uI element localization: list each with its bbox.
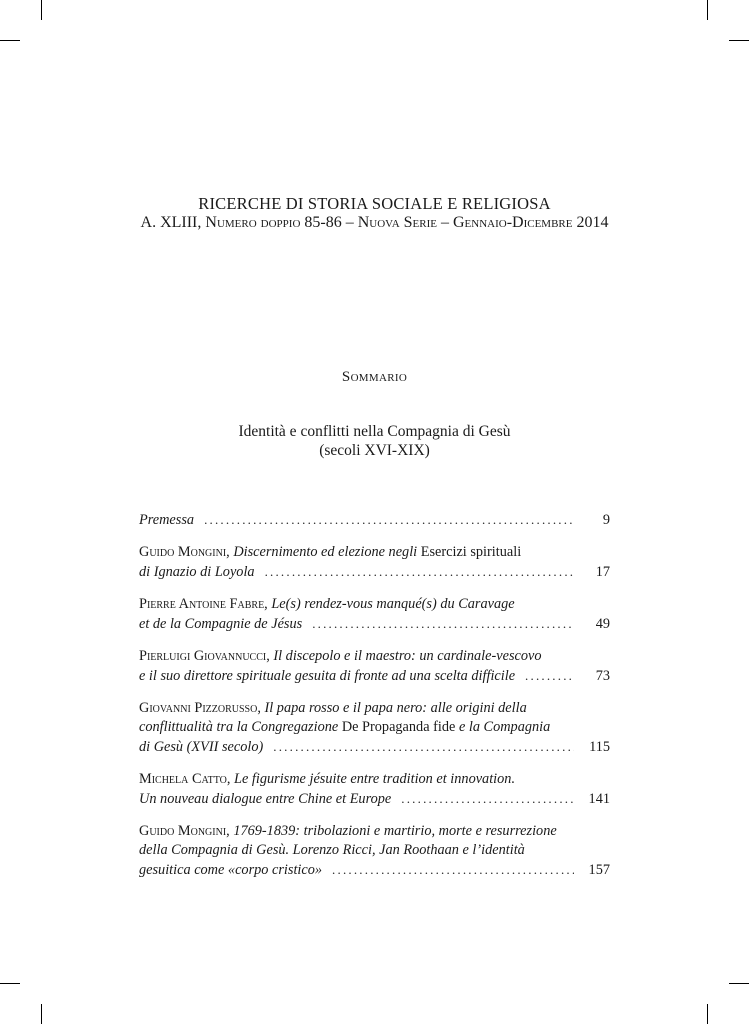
toc-author: Guido Mongini,	[139, 823, 230, 839]
toc-title-part: conflittualità tra la Congregazione	[139, 719, 339, 735]
issue-dash: –	[345, 214, 354, 231]
toc-author: Guido Mongini,	[139, 544, 230, 560]
toc-title: Premessa	[139, 512, 195, 528]
crop-mark	[0, 40, 20, 41]
crop-mark	[729, 40, 749, 41]
toc-title-part: et de la Compagnie de Jésus	[139, 616, 303, 632]
toc-title-part: Il discepolo e il maestro: un cardinale-vescovo	[273, 648, 542, 664]
page-number: 141	[588, 791, 610, 807]
toc-title-part: Le figurisme jésuite entre tradition et innovation.	[234, 771, 516, 787]
issue-dash: –	[440, 214, 449, 231]
toc-line	[139, 543, 610, 562]
crop-mark	[707, 0, 708, 20]
toc-entry-mongini-discernimento[interactable]	[139, 543, 610, 581]
dot-leader	[312, 614, 574, 633]
page-number: 17	[595, 564, 610, 580]
toc-line	[139, 614, 610, 633]
toc-line	[139, 718, 610, 737]
section-title-line1: Identità e conflitti nella Compagnia di Gesù	[238, 423, 511, 440]
toc-line	[139, 860, 610, 879]
table-of-contents	[139, 510, 610, 893]
issue-year: A. XLIII,	[140, 214, 202, 231]
dot-leader	[265, 562, 574, 581]
crop-mark	[41, 0, 42, 20]
page-number: 9	[602, 512, 610, 528]
journal-title: RICERCHE DI STORIA SOCIALE E RELIGIOSA	[198, 194, 551, 213]
section-title	[0, 422, 749, 460]
toc-line	[139, 737, 610, 756]
toc-entry-mongini-tribolazioni[interactable]	[139, 822, 610, 879]
crop-mark	[41, 1004, 42, 1024]
crop-mark	[0, 983, 20, 984]
toc-author: Pierluigi Giovannucci,	[139, 648, 270, 664]
toc-title-part: di Gesù (XVII secolo)	[139, 739, 264, 755]
dot-leader	[525, 666, 574, 685]
toc-title-part: Esercizi spirituali	[420, 544, 522, 560]
toc-author: Michela Catto,	[139, 771, 231, 787]
toc-title-part: gesuitica come «corpo cristico»	[139, 862, 323, 878]
toc-line	[139, 699, 610, 718]
toc-title-part: 1769-1839: tribolazioni e martirio, morte e resurrezione	[233, 823, 557, 839]
toc-title-part: e il suo direttore spirituale gesuita di fronte ad una scelta difficile	[139, 668, 516, 684]
toc-author: Pierre Antoine Fabre,	[139, 596, 268, 612]
journal-issue-line	[0, 214, 749, 232]
crop-mark	[729, 983, 749, 984]
toc-title-part: Un nouveau dialogue entre Chine et Europe	[139, 791, 392, 807]
toc-entry-premessa[interactable]	[139, 510, 610, 529]
toc-line	[139, 770, 610, 789]
toc-title-part: e la Compagnia	[458, 719, 551, 735]
toc-line	[139, 841, 610, 860]
toc-title-part: di Ignazio di Loyola	[139, 564, 255, 580]
issue-dates: Gennaio-Dicembre 2014	[452, 214, 609, 231]
toc-line	[139, 510, 610, 529]
toc-title-part: De Propaganda fide	[341, 719, 456, 735]
toc-title-part: Il papa rosso e il papa nero: alle origini della	[264, 700, 527, 716]
toc-author: Giovanni Pizzorusso,	[139, 700, 261, 716]
toc-entry-pizzorusso[interactable]	[139, 699, 610, 756]
toc-line	[139, 666, 610, 685]
toc-line	[139, 822, 610, 841]
toc-line	[139, 647, 610, 666]
dot-leader	[401, 789, 574, 808]
toc-line	[139, 789, 610, 808]
sommario-heading: Sommario	[341, 369, 408, 385]
page-number: 115	[589, 739, 610, 755]
issue-number: Numero doppio 85-86	[205, 214, 342, 231]
toc-entry-giovannucci[interactable]	[139, 647, 610, 685]
page-number: 49	[595, 616, 610, 632]
section-title-line2: (secoli XVI-XIX)	[319, 442, 430, 459]
toc-entry-catto[interactable]	[139, 770, 610, 808]
toc-entry-fabre[interactable]	[139, 595, 610, 633]
page-number: 73	[595, 668, 610, 684]
toc-title-part: Discernimento ed elezione negli	[233, 544, 418, 560]
page-number: 157	[588, 862, 610, 878]
dot-leader	[273, 737, 574, 756]
toc-title-part: della Compagnia di Gesù. Lorenzo Ricci, Jan Roothaan e l’identità	[139, 842, 525, 858]
crop-mark	[707, 1004, 708, 1024]
dot-leader	[332, 860, 574, 879]
dot-leader	[204, 510, 574, 529]
toc-line	[139, 595, 610, 614]
issue-series: Nuova Serie	[357, 214, 437, 231]
toc-line	[139, 562, 610, 581]
toc-title-part: Le(s) rendez-vous manqué(s) du Caravage	[271, 596, 515, 612]
